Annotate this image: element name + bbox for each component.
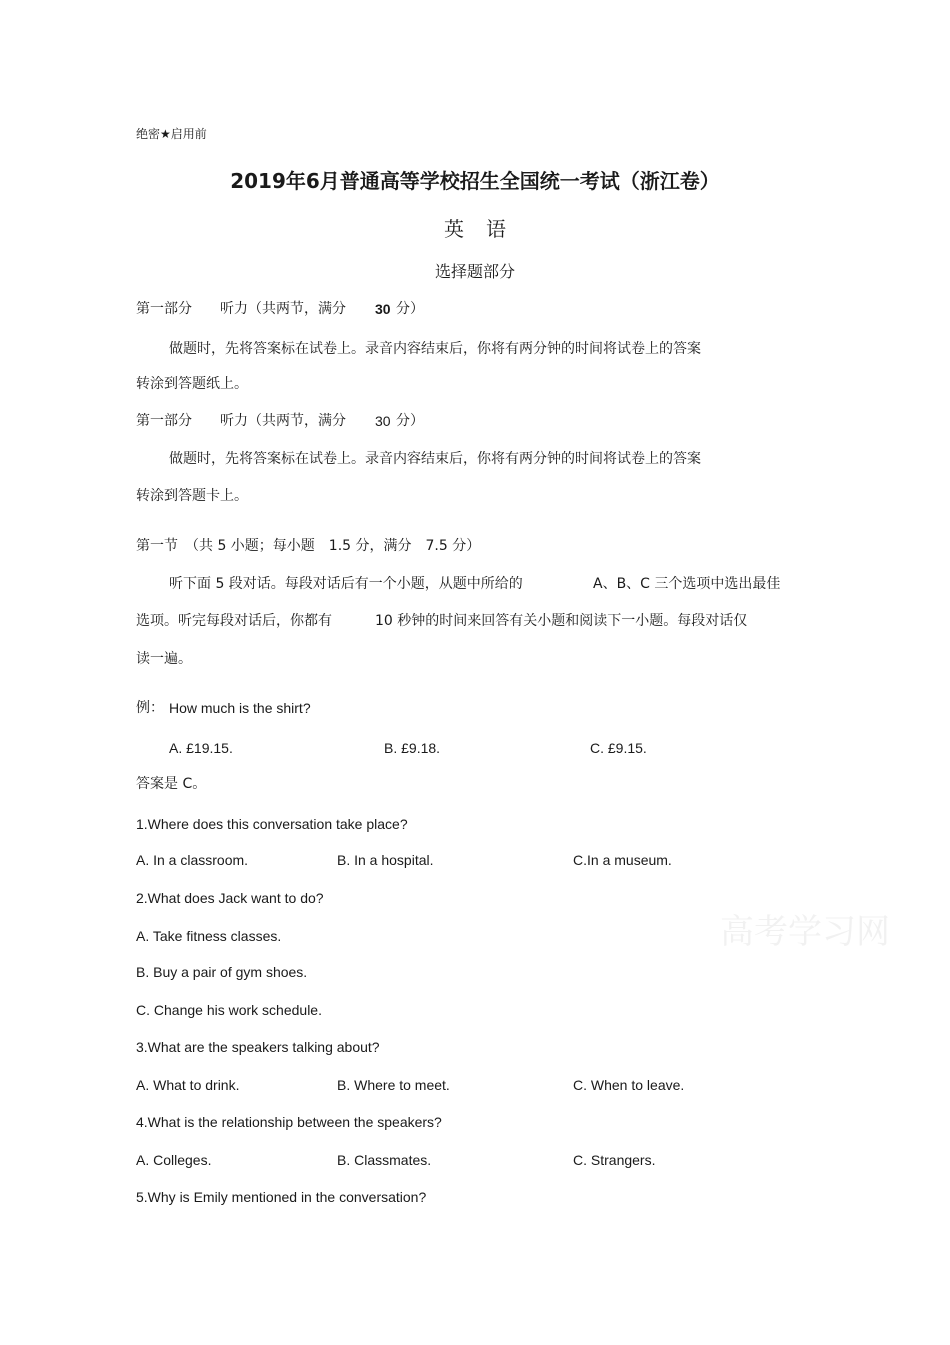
part1-instruction-line1: 做题时，先将答案标在试卷上。录音内容结束后，你将有两分钟的时间将试卷上的答案 — [169, 341, 701, 357]
part1b-instruction-line1: 做题时，先将答案标在试卷上。录音内容结束后，你将有两分钟的时间将试卷上的答案 — [169, 451, 701, 467]
question-1: 1.Where does this conversation take place? — [136, 816, 408, 832]
subject-title: 英语 — [444, 217, 528, 241]
section1-instruction-line1b: A、B、C 三个选项中选出最佳 — [593, 576, 781, 592]
part1b-score-unit: 分） — [396, 413, 424, 429]
question-2-option-c: C. Change his work schedule. — [136, 1002, 322, 1018]
question-1-option-a: A. In a classroom. — [136, 852, 249, 868]
question-3: 3.What are the speakers talking about? — [136, 1039, 380, 1055]
example-label: 例： — [136, 700, 164, 716]
example-option-a: A. £19.15. — [169, 740, 233, 756]
example-option-c: C. £9.15. — [590, 740, 647, 756]
part1b-instruction-line2: 转涂到答题卡上。 — [136, 488, 248, 504]
part1b-score: 30 — [375, 413, 391, 429]
question-3-option-a: A. What to drink. — [136, 1077, 240, 1093]
part1-instruction-line2: 转涂到答题纸上。 — [136, 376, 248, 392]
question-1-option-b: B. In a hospital. — [337, 852, 434, 868]
question-4-option-a: A. Colleges. — [136, 1152, 212, 1168]
question-3-option-c: C. When to leave. — [573, 1077, 685, 1093]
question-1-option-c: C.In a museum. — [573, 852, 672, 868]
watermark: 高考学习网 — [720, 912, 890, 952]
example-answer: 答案是 C。 — [136, 776, 207, 792]
example-option-b: B. £9.18. — [384, 740, 441, 756]
section1-instruction-line3: 读一遍。 — [136, 651, 192, 667]
part1-score: 30 — [375, 301, 391, 317]
example-question: How much is the shirt? — [169, 700, 311, 716]
part1-label: 第一部分 — [136, 301, 192, 317]
part1-title: 听力（共两节，满分 — [220, 301, 346, 317]
section1-instruction-line2a: 选项。听完每段对话后，你都有 — [136, 613, 332, 629]
part1b-label: 第一部分 — [136, 413, 192, 429]
section1-instruction-line2b: 10 秒钟的时间来回答有关小题和阅读下一小题。每段对话仅 — [375, 613, 748, 629]
section1-instruction-line1a: 听下面 5 段对话。每段对话后有一个小题，从题中所给的 — [169, 576, 523, 592]
confidential-label: 绝密★启用前 — [136, 127, 207, 141]
question-4-option-b: B. Classmates. — [337, 1152, 432, 1168]
question-2: 2.What does Jack want to do? — [136, 890, 324, 906]
exam-title: 2019年6月普通高等学校招生全国统一考试（浙江卷） — [230, 169, 720, 193]
question-5: 5.Why is Emily mentioned in the conversation? — [136, 1189, 427, 1205]
question-4-option-c: C. Strangers. — [573, 1152, 656, 1168]
question-4: 4.What is the relationship between the speakers? — [136, 1114, 442, 1130]
part1-score-unit: 分） — [396, 301, 424, 317]
question-2-option-b: B. Buy a pair of gym shoes. — [136, 964, 308, 980]
section1-title: 第一节 （共 5 小题；每小题 1.5 分，满分 7.5 分） — [136, 538, 481, 554]
part1b-title: 听力（共两节，满分 — [220, 413, 346, 429]
question-2-option-a: A. Take fitness classes. — [136, 928, 282, 944]
section-heading: 选择题部分 — [434, 262, 515, 281]
question-3-option-b: B. Where to meet. — [337, 1077, 450, 1093]
